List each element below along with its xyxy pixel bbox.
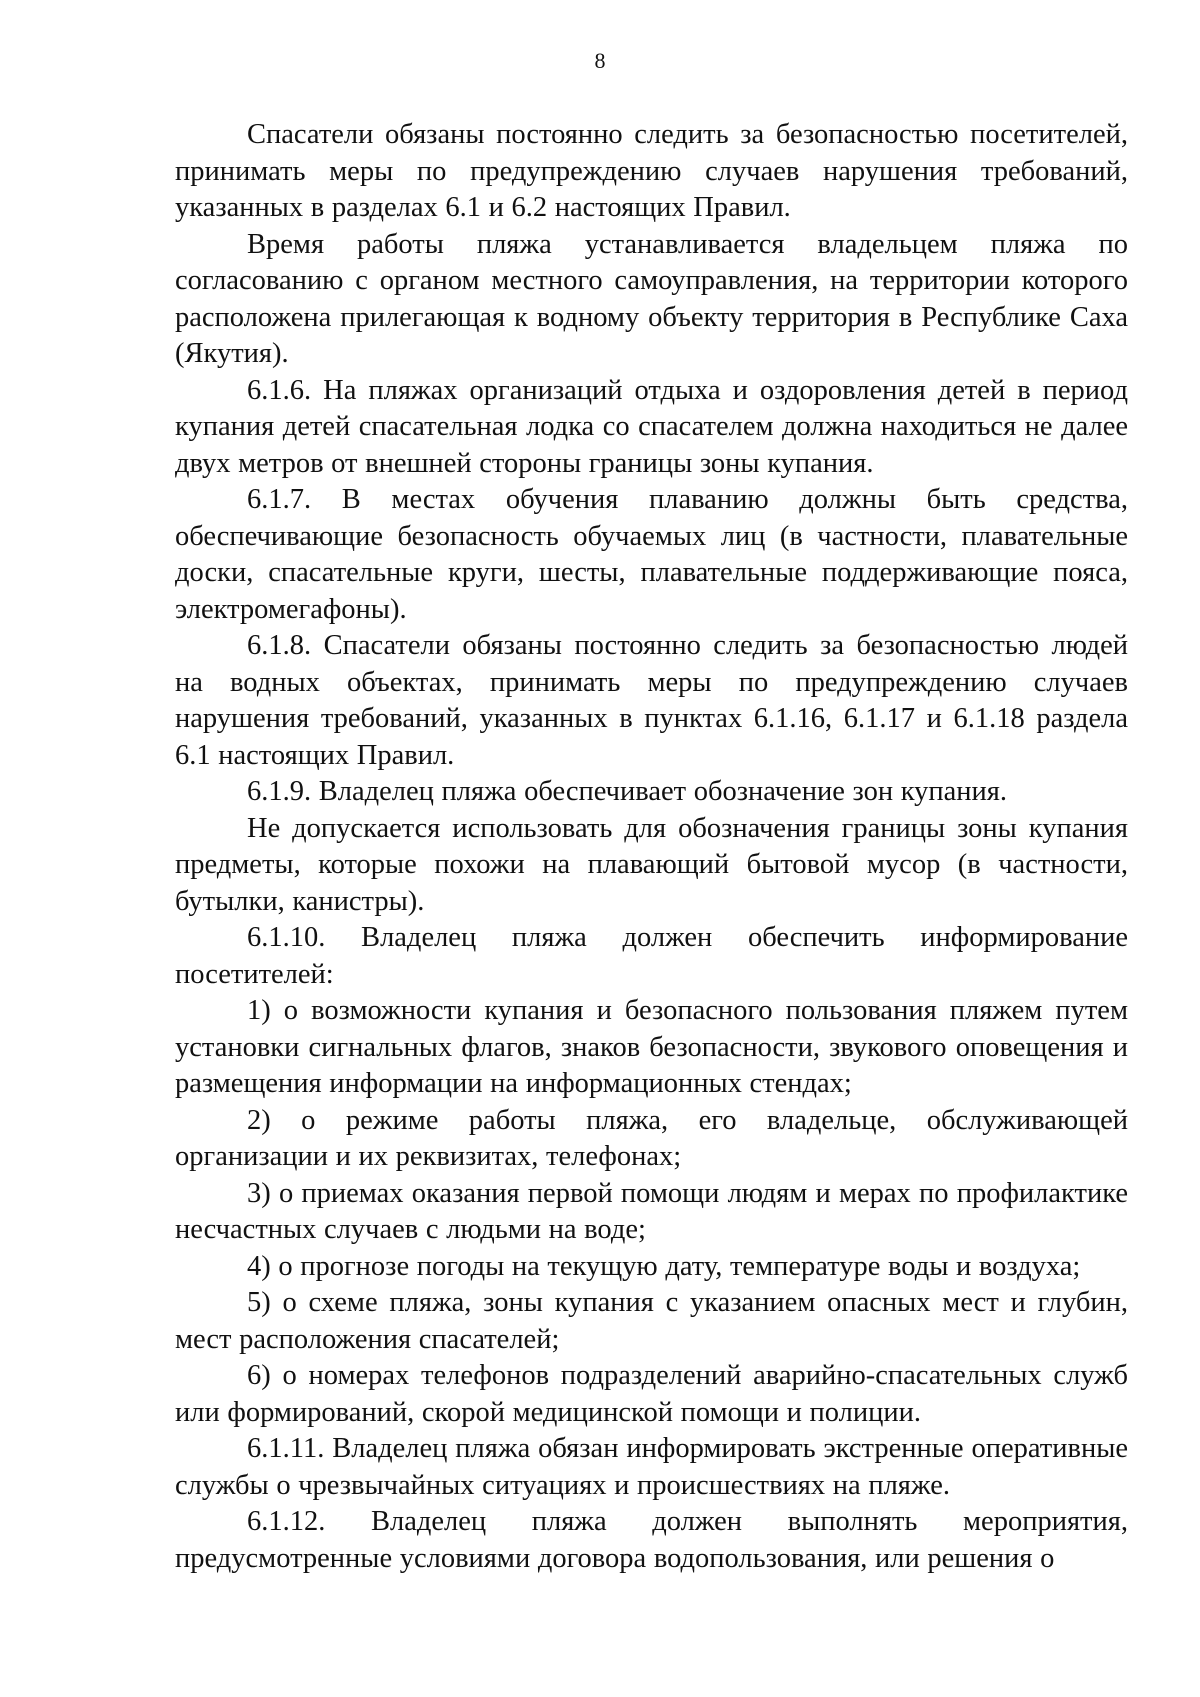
paragraph-beach-hours: Время работы пляжа устанавливается владельцем пляжа по согласованию с органом местного самоуправления, на территории которого расположена прилегающая к водному объекту территория в Республике Саха (Якутия). — [175, 228, 1128, 369]
list-item-2: 2) о режиме работы пляжа, его владельце, обслуживающей организации и их реквизитах, телефонах; — [175, 1104, 1128, 1172]
paragraph-6-1-6: 6.1.6. На пляжах организаций отдыха и оздоровления детей в период купания детей спасательная лодка со спасателем должна находиться не далее двух метров от внешней стороны границы зоны купания. — [175, 374, 1128, 479]
list-item-3: 3) о приемах оказания первой помощи людям и мерах по профилактике несчастных случаев с людьми на воде; — [175, 1177, 1128, 1245]
paragraph-6-1-12: 6.1.12. Владелец пляжа должен выполнять мероприятия, предусмотренные условиями договора водопользования, или решения о — [175, 1506, 1128, 1574]
paragraph-6-1-11: 6.1.11. Владелец пляжа обязан информировать экстренные оперативные службы о чрезвычайных ситуациях и происшествиях на пляже. — [175, 1433, 1128, 1501]
document-body — [175, 117, 1128, 1577]
paragraph-6-1-8: 6.1.8. Спасатели обязаны постоянно следить за безопасностью людей на водных объектах, принимать меры по предупреждению случаев нарушения требований, указанных в пунктах 6.1.16, 6.1.17 и 6.1.18 раздела 6.1 настоящих Правил. — [175, 630, 1128, 771]
paragraph-6-1-7: 6.1.7. В местах обучения плаванию должны быть средства, обеспечивающие безопасность обучаемых лиц (в частности, плавательные доски, спасательные круги, шесты, плавательные поддерживающие пояса, электромегафоны). — [175, 484, 1128, 625]
paragraph-marking-restriction: Не допускается использовать для обозначения границы зоны купания предметы, которые похожи на плавающий бытовой мусор (в частности, бутылки, канистры). — [175, 812, 1128, 917]
list-item-4: 4) о прогнозе погоды на текущую дату, температуре воды и воздуха; — [247, 1250, 1081, 1282]
paragraph-6-1-10: 6.1.10. Владелец пляжа должен обеспечить информирование посетителей: — [175, 922, 1128, 990]
list-item-5: 5) о схеме пляжа, зоны купания с указанием опасных мест и глубин, мест расположения спасателей; — [175, 1287, 1128, 1355]
paragraph-lifeguards-duty: Спасатели обязаны постоянно следить за безопасностью посетителей, принимать меры по предупреждению случаев нарушения требований, указанных в разделах 6.1 и 6.2 настоящих Правил. — [175, 119, 1128, 223]
page-number: 8 — [594, 48, 606, 73]
paragraph-6-1-9: 6.1.9. Владелец пляжа обеспечивает обозначение зон купания. — [247, 776, 1008, 807]
list-item-6: 6) о номерах телефонов подразделений аварийно-спасательных служб или формирований, скорой медицинской помощи и полиции. — [175, 1360, 1128, 1428]
list-item-1: 1) о возможности купания и безопасного пользования пляжем путем установки сигнальных флагов, знаков безопасности, звукового оповещения и размещения информации на информационных стендах; — [175, 995, 1128, 1099]
